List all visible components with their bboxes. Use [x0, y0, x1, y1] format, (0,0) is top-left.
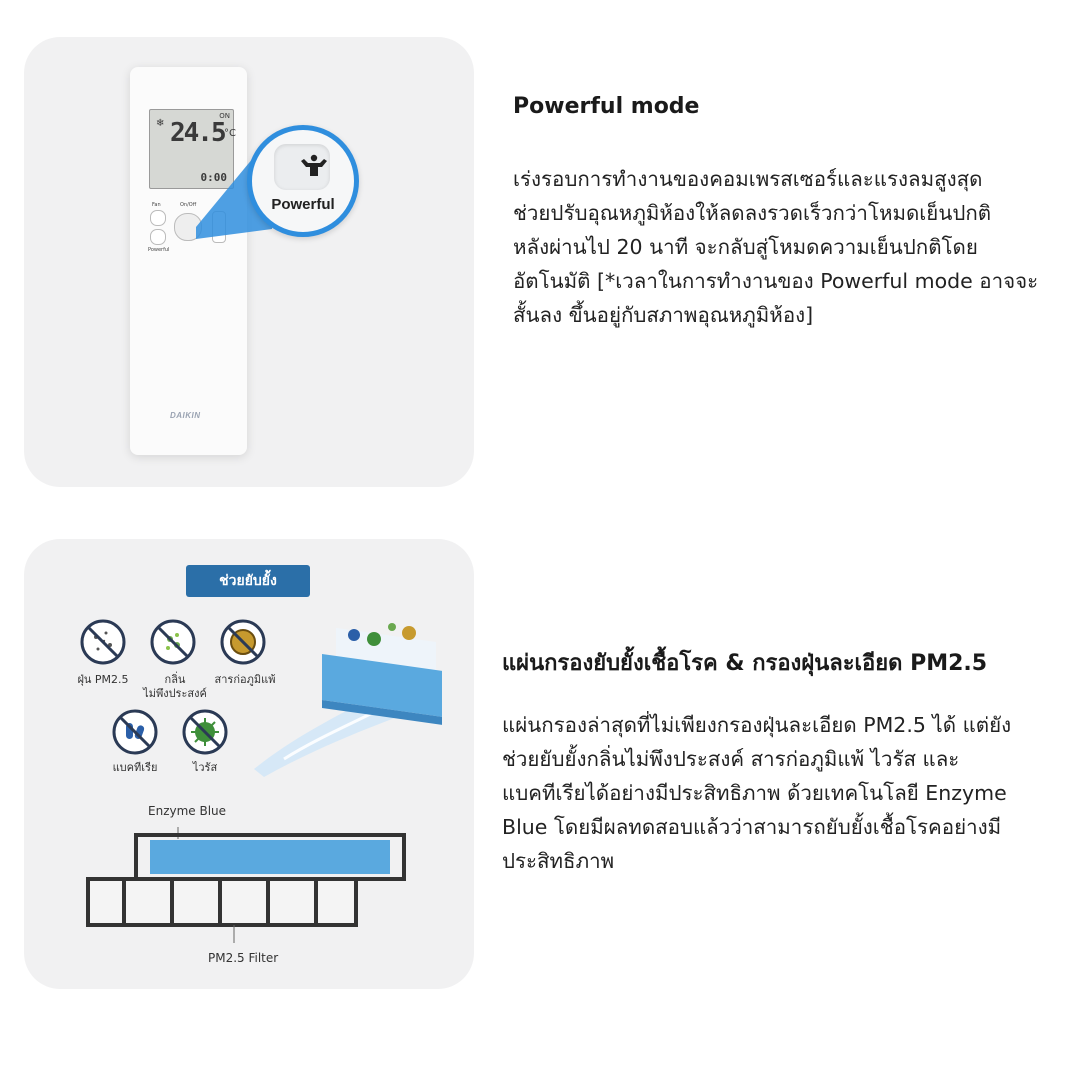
enzyme-blue-label: Enzyme Blue [148, 804, 227, 818]
lcd-temperature: 24.5 [170, 118, 225, 148]
lcd-unit: °C [224, 128, 236, 139]
description-line: ช่วยปรับอุณหภูมิห้องให้ลดลงรวดเร็วกว่าโหมดเย็นปกติ [513, 201, 992, 225]
powerful-mode-description [513, 162, 1078, 332]
powerful-mode-title: Powerful mode [513, 94, 700, 119]
bacteria-icon [112, 709, 158, 755]
description-line: ประสิทธิภาพ [502, 849, 615, 873]
icon-label-virus: ไวรัส [192, 761, 218, 774]
odor-icon [150, 619, 196, 665]
powerful-button-zoom [247, 125, 359, 237]
zoom-powerful-label: Powerful [271, 196, 335, 213]
description-line: แบคทีเรียได้อย่างมีประสิทธิภาพ ด้วยเทคโนโลยี Enzyme [502, 781, 1007, 805]
icon-label-bacteria: แบคทีเรีย [112, 761, 158, 774]
pm25-filter-label: PM2.5 Filter [208, 951, 279, 965]
inhibit-badge: ช่วยยับยั้ง [186, 565, 310, 597]
remote-fan-label: Fan [152, 202, 161, 208]
description-line: แผ่นกรองล่าสุดที่ไม่เพียงกรองฝุ่นละเอียด PM2.5 ได้ แต่ยัง [502, 713, 1012, 737]
snowflake-icon: ❄ [156, 118, 165, 129]
filter-image-card [24, 539, 474, 989]
pm25-dust-icon [80, 619, 126, 665]
remote-powerful-label: Powerful [148, 247, 170, 253]
virus-icon [182, 709, 228, 755]
callout-beam [24, 37, 474, 487]
description-line: อัตโนมัติ [*เวลาในการทำงานของ Powerful mode อาจจะ [513, 269, 1039, 293]
filter-title: แผ่นกรองยับยั้งเชื้อโรค & กรองฝุ่นละเอียด PM2.5 [502, 651, 988, 676]
filter-description [502, 708, 1080, 878]
icon-label-allergen: สารก่อภูมิแพ้ [214, 673, 276, 686]
filter-airflow-illustration [244, 599, 474, 779]
lcd-on-indicator: ON [219, 112, 230, 120]
remote-onoff-label: On/Off [180, 202, 197, 208]
daikin-logo: DAIKIN [170, 411, 201, 420]
description-line: Blue โดยมีผลทดสอบแล้วว่าสามารถยับยั้งเชื้อโรคอย่างมี [502, 815, 1002, 839]
icon-label-pm25: ฝุ่น PM2.5 [77, 673, 129, 686]
flexed-arm-icon [299, 154, 329, 178]
powerful-key [274, 144, 330, 190]
description-line: สั้นลง ขึ้นอยู่กับสภาพอุณหภูมิห้อง] [513, 303, 814, 327]
filter-layers-diagram [84, 827, 414, 967]
lcd-timer: 0:00 [200, 171, 227, 184]
description-line: เร่งรอบการทำงานของคอมเพรสเซอร์และแรงลมสูงสุด [513, 167, 983, 191]
powerful-mode-image-card [24, 37, 474, 487]
description-line: ช่วยยับยั้งกลิ่นไม่พึงประสงค์ สารก่อภูมิแพ้ ไวรัส และ [502, 747, 960, 771]
description-line: หลังผ่านไป 20 นาที จะกลับสู่โหมดความเย็นปกติโดย [513, 235, 978, 259]
icon-label-odor: กลิ่น ไม่พึงประสงค์ [143, 673, 207, 700]
